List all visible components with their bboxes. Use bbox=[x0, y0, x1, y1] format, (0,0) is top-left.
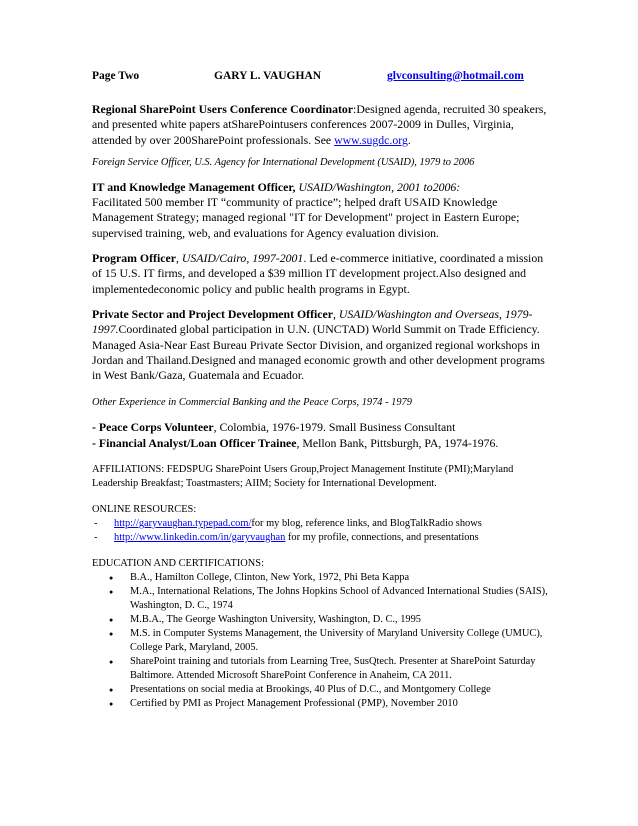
sugdc-link[interactable]: www.sugdc.org bbox=[334, 132, 408, 147]
list-item: ● M.A., International Relations, The Johns Hopkins School of Advanced International Studies (SAIS), Washington, D. C., 1974 bbox=[92, 585, 548, 613]
list-item: ● Certified by PMI as Project Management Professional (PMP), November 2010 bbox=[92, 697, 548, 711]
sharepoint-section bbox=[92, 102, 548, 148]
sharepoint-title: Regional SharePoint Users Conference Coordinator bbox=[92, 102, 354, 116]
online-resources-heading: ONLINE RESOURCES: bbox=[92, 504, 197, 516]
other-experience-section bbox=[92, 420, 548, 451]
private-sector-section bbox=[92, 307, 548, 383]
blog-link-text: for my blog, reference links, and BlogTalkRadio shows bbox=[251, 518, 482, 530]
loan-officer-title: - Financial Analyst/Loan Officer Trainee bbox=[92, 435, 297, 450]
private-sector-comma: , bbox=[332, 306, 339, 321]
education-heading: EDUCATION AND CERTIFICATIONS: bbox=[92, 558, 264, 570]
list-item bbox=[92, 531, 548, 545]
page-header bbox=[92, 70, 548, 86]
loan-officer-text: , Mellon Bank, Pittsburgh, PA, 1974-1976. bbox=[296, 435, 499, 450]
sharepoint-text: :Designed agenda, recruited 30 speakers, and presented white papers atSharePointusers conferences 2007-2009 in Dulles, Virginia, attended by over 200SharePoint professionals. See bbox=[92, 102, 547, 147]
page-number: Page Two bbox=[92, 70, 140, 82]
program-officer-text: . Led e-commerce initiative, coordinated a mission of 15 U.S. IT firms, and developed a $39 million IT development project.Also designed and implementedeconomic policy and public health programs in Egypt. bbox=[92, 251, 544, 296]
list-item: ● B.A., Hamilton College, Clinton, New York, 1972, Phi Beta Kappa bbox=[92, 571, 548, 585]
peace-corps-text: , Colombia, 1976-1979. Small Business Consultant bbox=[213, 420, 456, 435]
education-section bbox=[92, 557, 548, 711]
list-item: ● M.B.A., The George Washington University, Washington, D. C., 1995 bbox=[92, 613, 548, 627]
private-sector-place: USAID/Washington and Overseas, 1979-1997. bbox=[92, 306, 533, 337]
author-name: GARY L. VAUGHAN bbox=[214, 70, 322, 82]
program-officer-comma: , bbox=[175, 251, 182, 266]
list-item: ● SharePoint training and tutorials from Learning Tree, SusQtech. Presenter at SharePoint Saturday Baltimore. Attended Microsoft SharePoint Conference in Anaheim, CA 2011. bbox=[92, 655, 548, 683]
education-list bbox=[92, 571, 548, 711]
private-sector-text: Coordinated global participation in U.N. (UNCTAD) World Summit on Trade Efficiency. Managed Asia-Near East Bureau Private Sector Division, and organized regional workshops in Jordan and Thailand.Designed and managed economic growth and other development programs in West Bank/Gaza, Guatemala and Ecuador. bbox=[92, 322, 545, 383]
list-item: ● Presentations on social media at Brookings, 40 Plus of D.C., and Montgomery College bbox=[92, 683, 548, 697]
email-link[interactable]: glvconsulting@hotmail.com bbox=[387, 70, 524, 82]
online-resources-section bbox=[92, 503, 548, 545]
it-officer-place: USAID/Washington, 2001 to2006: bbox=[295, 179, 461, 194]
private-sector-title: Private Sector and Project Development Officer bbox=[92, 306, 333, 321]
program-officer-section bbox=[92, 251, 548, 297]
online-resources-list bbox=[92, 517, 548, 545]
linkedin-link[interactable]: http://www.linkedin.com/in/garyvaughan bbox=[114, 532, 286, 544]
list-item: ● M.S. in Computer Systems Management, the University of Maryland University College (UMUC), College Park, Maryland, 2005. bbox=[92, 627, 548, 655]
blog-link[interactable]: http://garyvaughan.typepad.com/ bbox=[114, 518, 252, 530]
it-officer-section bbox=[92, 180, 548, 241]
it-officer-title: IT and Knowledge Management Officer, bbox=[92, 179, 296, 194]
program-officer-place: USAID/Cairo, 1997-2001 bbox=[181, 251, 304, 266]
linkedin-link-text: for my profile, connections, and presentations bbox=[285, 532, 479, 544]
other-experience-heading: Other Experience in Commercial Banking and the Peace Corps, 1974 - 1979 bbox=[92, 397, 412, 409]
usaid-section-heading: Foreign Service Officer, U.S. Agency for International Development (USAID), 1979 to 2006 bbox=[92, 156, 475, 168]
peace-corps-title: - Peace Corps Volunteer bbox=[92, 420, 214, 435]
list-item bbox=[92, 517, 548, 531]
resume-page bbox=[92, 70, 548, 711]
program-officer-title: Program Officer bbox=[92, 251, 176, 266]
it-officer-text: Facilitated 500 member IT “community of practice”; helped draft USAID Knowledge Management Strategy; managed regional "IT for Development" project in Eastern Europe; supervised training, web, and evaluations for Agency evaluation division. bbox=[92, 195, 520, 240]
affiliations-section: AFFILIATIONS: FEDSPUG SharePoint Users Group,Project Management Institute (PMI);Maryland Leadership Breakfast; Toastmasters; AIIM; Society for International Development. bbox=[92, 464, 514, 490]
sharepoint-end: . bbox=[407, 132, 411, 147]
